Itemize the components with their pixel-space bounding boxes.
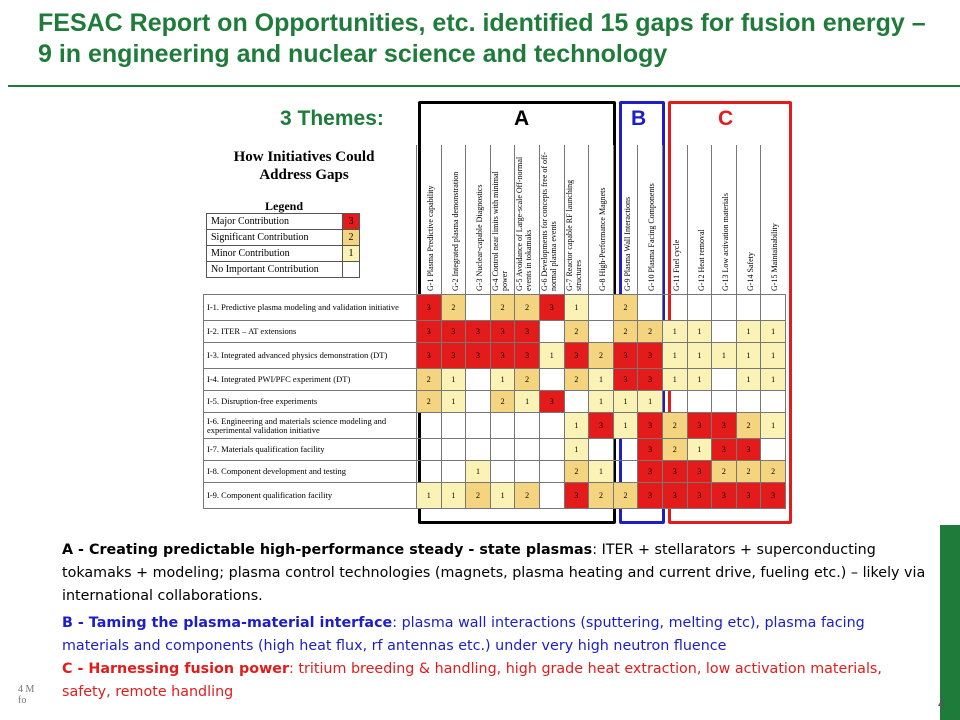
footer-text (18, 684, 34, 706)
matrix-cell (761, 439, 786, 461)
initiative-label: I-4. Integrated PWI/PFC experiment (DT) (204, 369, 417, 391)
matrix-cell: 2 (736, 413, 761, 439)
matrix-cell: 3 (638, 343, 663, 369)
matrix-cell (539, 321, 564, 343)
matrix-cell: 3 (564, 483, 589, 509)
gap-header (736, 145, 761, 295)
matrix-cell: 2 (417, 391, 442, 413)
matrix-cell: 3 (564, 343, 589, 369)
initiative-label: I-5. Disruption-free experiments (204, 391, 417, 413)
matrix-cell (417, 461, 442, 483)
matrix-cell: 2 (589, 483, 614, 509)
matrix-cell: 3 (490, 343, 515, 369)
gap-header-label: G-8 High-Performance Magnets (598, 187, 608, 291)
matrix-cell: 3 (638, 461, 663, 483)
theme-c-description (62, 658, 932, 704)
matrix-cell: 3 (662, 483, 687, 509)
gap-header (465, 145, 490, 295)
theme-c-body: : tritium breeding & handling, high grade heat extraction, low activation materials, safety, remote handling (62, 661, 882, 700)
footer-line-1: 4 M (18, 684, 35, 695)
gap-header (760, 145, 785, 295)
matrix-cell (466, 295, 491, 321)
legend-label: Significant Contribution (207, 230, 343, 246)
matrix-cell: 3 (736, 483, 761, 509)
initiative-row (204, 343, 786, 369)
matrix-cell (490, 461, 515, 483)
gap-header-label: G-3 Nuclear-capable Diagnostics (475, 184, 485, 291)
theme-a-heading: A - Creating predictable high-performance steady - state plasmas (62, 542, 593, 558)
theme-b-body: : plasma wall interactions (sputtering, melting etc), plasma facing materials and components (high heat flux, rf antennas etc.) under very high neutron fluence (62, 615, 865, 654)
footer-line-2: fo (18, 695, 27, 706)
matrix-cell: 3 (466, 343, 491, 369)
matrix-cell: 2 (613, 321, 638, 343)
matrix-cell: 1 (490, 483, 515, 509)
gap-header (711, 145, 736, 295)
matrix-cell: 3 (662, 461, 687, 483)
initiative-label: I-8. Component development and testing (204, 461, 417, 483)
matrix-cell (712, 321, 737, 343)
initiative-label: I-7. Materials qualification facility (204, 439, 417, 461)
gap-header-label: G-1 Plasma Predictive capability (426, 185, 435, 291)
matrix-cell: 1 (638, 391, 663, 413)
matrix-cell: 3 (687, 483, 712, 509)
matrix-cell (736, 391, 761, 413)
gap-header-label: G-7 Reactor capable RF launching structures (564, 179, 583, 291)
matrix-cell: 3 (441, 343, 466, 369)
matrix-cell: 2 (613, 295, 638, 321)
gap-column-headers (416, 145, 790, 295)
matrix-cell (466, 369, 491, 391)
matrix-cell (662, 295, 687, 321)
matrix-cell: 2 (564, 369, 589, 391)
page-number: 4 (938, 695, 946, 711)
legend-row-none (207, 262, 360, 278)
matrix-cell: 3 (712, 413, 737, 439)
matrix-cell: 3 (515, 321, 540, 343)
matrix-cell: 3 (539, 391, 564, 413)
matrix-cell: 3 (761, 483, 786, 509)
matrix-cell: 2 (490, 391, 515, 413)
gap-header-label: G-11 Fuel cycle (672, 239, 681, 291)
matrix-cell (712, 295, 737, 321)
matrix-cell: 1 (761, 343, 786, 369)
legend-row-significant (207, 230, 360, 246)
matrix-cell (589, 439, 614, 461)
matrix-cell: 3 (638, 413, 663, 439)
matrix-cell: 1 (687, 343, 712, 369)
initiative-gap-matrix (203, 294, 786, 509)
matrix-cell: 1 (761, 413, 786, 439)
gap-header (514, 145, 539, 295)
matrix-cell: 2 (662, 413, 687, 439)
matrix-cell: 3 (712, 483, 737, 509)
matrix-cell: 1 (687, 369, 712, 391)
gap-header (416, 145, 441, 295)
matrix-cell: 1 (736, 343, 761, 369)
matrix-cell: 1 (564, 439, 589, 461)
matrix-cell (564, 391, 589, 413)
matrix-cell (515, 413, 540, 439)
matrix-cell (539, 439, 564, 461)
title-divider (8, 85, 960, 87)
gap-header-label: G-10 Plasma Facing Components (647, 183, 657, 291)
matrix-cell: 1 (417, 483, 442, 509)
gap-header (564, 145, 589, 295)
legend-code: 1 (343, 246, 360, 262)
matrix-cell: 2 (417, 369, 442, 391)
gap-header-label: G-13 Low activation materials (721, 193, 731, 291)
matrix-cell: 3 (687, 461, 712, 483)
matrix-cell (441, 413, 466, 439)
matrix-cell: 1 (736, 321, 761, 343)
matrix-cell (417, 413, 442, 439)
matrix-cell: 2 (589, 343, 614, 369)
matrix-cell: 3 (589, 413, 614, 439)
theme-a-body: : ITER + stellarators + superconducting tokamaks + modeling; plasma control technologies (magnets, plasma heating and current drive, fueling etc.) – likely via international collaborations. (62, 542, 926, 604)
gap-header (637, 145, 662, 295)
matrix-cell (515, 439, 540, 461)
matrix-cell: 3 (417, 343, 442, 369)
initiative-row (204, 295, 786, 321)
matrix-cell: 3 (417, 321, 442, 343)
matrix-cell: 1 (564, 295, 589, 321)
theme-letter-b: B (631, 107, 647, 130)
initiative-row (204, 369, 786, 391)
initiative-row (204, 413, 786, 439)
gap-header (687, 145, 712, 295)
matrix-cell (613, 439, 638, 461)
matrix-cell: 2 (613, 483, 638, 509)
initiative-row (204, 391, 786, 413)
matrix-cell: 3 (490, 321, 515, 343)
gap-header (441, 145, 466, 295)
matrix-cell: 1 (515, 391, 540, 413)
matrix-cell: 2 (490, 295, 515, 321)
matrix-cell: 3 (417, 295, 442, 321)
matrix-cell (539, 369, 564, 391)
gap-header (613, 145, 638, 295)
matrix-cell (515, 461, 540, 483)
matrix-cell (417, 439, 442, 461)
legend-label: Major Contribution (207, 214, 343, 230)
matrix-cell: 1 (662, 343, 687, 369)
initiative-row (204, 321, 786, 343)
matrix-cell: 3 (638, 439, 663, 461)
matrix-cell: 3 (539, 295, 564, 321)
matrix-cell (441, 461, 466, 483)
matrix-cell: 3 (712, 439, 737, 461)
theme-a-description (62, 539, 932, 608)
matrix-cell: 2 (515, 295, 540, 321)
matrix-cell (490, 439, 515, 461)
matrix-cell (539, 413, 564, 439)
slide-title: FESAC Report on Opportunities, etc. identified 15 gaps for fusion energy – 9 in engineering and nuclear science and technology (38, 9, 926, 68)
matrix-cell: 1 (712, 343, 737, 369)
matrix-cell: 3 (736, 439, 761, 461)
gap-header (490, 145, 515, 295)
matrix-cell: 1 (662, 369, 687, 391)
matrix-cell: 1 (490, 369, 515, 391)
gap-header-label: G-2 Integrated plasma demonstration (450, 171, 460, 291)
matrix-cell: 3 (687, 413, 712, 439)
gap-header-label: G-5 Avoidance of Large-scale Off-normal events in tokamaks (515, 156, 534, 291)
gap-header-label: G-6 Developments for concepts free of off-normal plasma events (540, 152, 558, 291)
matrix-cell (539, 483, 564, 509)
legend-label: Minor Contribution (207, 246, 343, 262)
matrix-cell: 2 (466, 483, 491, 509)
matrix-cell: 3 (613, 369, 638, 391)
matrix-cell: 1 (589, 461, 614, 483)
theme-b-description (62, 612, 932, 658)
initiative-label: I-1. Predictive plasma modeling and validation initiative (204, 295, 417, 321)
matrix-cell: 2 (638, 321, 663, 343)
themes-label: 3 Themes: (280, 107, 384, 130)
matrix-cell (589, 321, 614, 343)
matrix-cell (687, 295, 712, 321)
initiative-label: I-2. ITER – AT extensions (204, 321, 417, 343)
matrix-cell (466, 439, 491, 461)
legend-code: 2 (343, 230, 360, 246)
matrix-cell: 3 (441, 321, 466, 343)
matrix-cell (466, 413, 491, 439)
side-accent-bar (940, 525, 960, 720)
matrix-cell: 1 (589, 369, 614, 391)
matrix-cell (761, 295, 786, 321)
legend-row-major (207, 214, 360, 230)
matrix-cell: 1 (662, 321, 687, 343)
legend-row-minor (207, 246, 360, 262)
initiative-row (204, 483, 786, 509)
matrix-cell: 2 (515, 369, 540, 391)
matrix-cell: 1 (736, 369, 761, 391)
matrix-cell: 1 (687, 439, 712, 461)
matrix-cell: 2 (515, 483, 540, 509)
matrix-cell (490, 413, 515, 439)
legend-code (343, 262, 360, 278)
matrix-cell: 1 (761, 369, 786, 391)
matrix-cell (441, 439, 466, 461)
matrix-cell (662, 391, 687, 413)
matrix-cell: 2 (761, 461, 786, 483)
matrix-cell: 1 (441, 369, 466, 391)
legend-code: 3 (343, 214, 360, 230)
matrix-cell: 3 (613, 343, 638, 369)
matrix-cell (712, 369, 737, 391)
initiative-label: I-6. Engineering and materials science modeling and experimental validation initiative (204, 413, 417, 439)
matrix-cell: 2 (712, 461, 737, 483)
initiative-label: I-3. Integrated advanced physics demonstration (DT) (204, 343, 417, 369)
legend-title: Legend (264, 199, 303, 213)
matrix-cell (687, 391, 712, 413)
matrix-cell (761, 391, 786, 413)
matrix-cell: 1 (539, 343, 564, 369)
matrix-cell (466, 391, 491, 413)
matrix-cell: 2 (736, 461, 761, 483)
theme-letter-c: C (718, 107, 734, 130)
matrix-cell: 1 (441, 391, 466, 413)
matrix-cell: 2 (564, 461, 589, 483)
gap-header-label: G-9 Plasma Wall Interactions (622, 196, 632, 291)
theme-c-heading: C - Harnessing fusion power (62, 661, 290, 677)
matrix-cell (638, 295, 663, 321)
gap-header-label: G-4 Control near limits with minimal power (490, 171, 509, 291)
matrix-cell: 3 (515, 343, 540, 369)
matrix-cell: 3 (466, 321, 491, 343)
legend-table (206, 213, 360, 278)
matrix-cell: 1 (687, 321, 712, 343)
gap-header-label: G-14 Safety (745, 252, 755, 291)
matrix-cell: 3 (638, 369, 663, 391)
matrix-cell: 1 (441, 483, 466, 509)
legend-label: No Important Contribution (207, 262, 343, 278)
initiative-row (204, 439, 786, 461)
matrix-cell: 1 (589, 391, 614, 413)
gap-header-label: G-12 Heat removal (696, 229, 706, 291)
theme-descriptions (62, 539, 932, 704)
matrix-cell (539, 461, 564, 483)
matrix-cell: 1 (761, 321, 786, 343)
matrix-cell: 1 (613, 413, 638, 439)
matrix-cell: 3 (638, 483, 663, 509)
matrix-cell (589, 295, 614, 321)
initiative-row (204, 461, 786, 483)
matrix-cell: 1 (466, 461, 491, 483)
gap-header (662, 145, 687, 295)
matrix-cell: 2 (564, 321, 589, 343)
matrix-cell: 2 (662, 439, 687, 461)
matrix-cell (613, 461, 638, 483)
matrix-cell: 2 (441, 295, 466, 321)
matrix-cell: 1 (613, 391, 638, 413)
theme-b-heading: B - Taming the plasma-material interface (62, 615, 393, 631)
gap-header-label: G-15 Maintainability (770, 223, 780, 291)
gap-header (539, 145, 564, 295)
theme-letter-a: A (514, 107, 530, 130)
matrix-cell: 1 (564, 413, 589, 439)
table-title: How Initiatives Could Address Gaps (233, 149, 375, 183)
matrix-cell (736, 295, 761, 321)
initiative-label: I-9. Component qualification facility (204, 483, 417, 509)
gap-header (588, 145, 613, 295)
matrix-cell (712, 391, 737, 413)
